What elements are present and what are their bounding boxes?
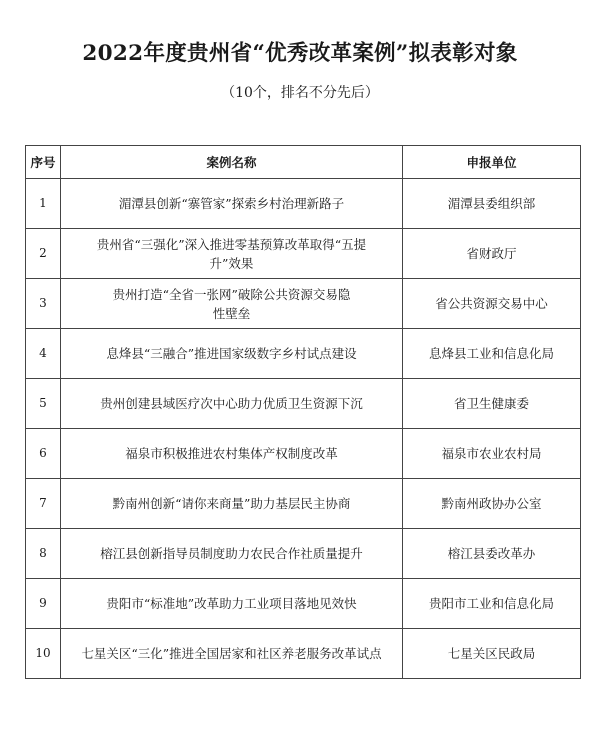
row-unit: 福泉市农业农村局: [403, 429, 581, 479]
row-unit: 黔南州政协办公室: [403, 479, 581, 529]
table-row: [26, 429, 581, 479]
row-unit: 七星关区民政局: [403, 629, 581, 679]
cases-table: [25, 145, 581, 679]
row-case-name: 榕江县创新指导员制度助力农民合作社质量提升: [61, 529, 403, 579]
row-case-name: 贵州省“三强化”深入推进零基预算改革取得“五提升”效果: [61, 229, 403, 279]
table-row: [26, 629, 581, 679]
row-unit: 贵阳市工业和信息化局: [403, 579, 581, 629]
row-unit: 息烽县工业和信息化局: [403, 329, 581, 379]
row-case-name: 七星关区“三化”推进全国居家和社区养老服务改革试点: [61, 629, 403, 679]
row-unit: 省卫生健康委: [403, 379, 581, 429]
row-index: 10: [26, 629, 61, 679]
row-unit: 榕江县委改革办: [403, 529, 581, 579]
row-case-name: 贵州创建县域医疗次中心助力优质卫生资源下沉: [61, 379, 403, 429]
row-index: 8: [26, 529, 61, 579]
row-index: 7: [26, 479, 61, 529]
page-subtitle: （10个，排名不分先后）: [221, 85, 379, 101]
table-row: [26, 179, 581, 229]
table-row: [26, 579, 581, 629]
row-case-name: 湄潭县创新“寨管家”探索乡村治理新路子: [61, 179, 403, 229]
table-row: [26, 279, 581, 329]
table-row: [26, 329, 581, 379]
row-index: 3: [26, 279, 61, 329]
table-row: [26, 379, 581, 429]
row-index: 4: [26, 329, 61, 379]
table-row: [26, 529, 581, 579]
table-row: [26, 229, 581, 279]
header-case-name: 案例名称: [61, 146, 403, 179]
row-unit: 湄潭县委组织部: [403, 179, 581, 229]
table-row: [26, 479, 581, 529]
row-case-name: 福泉市积极推进农村集体产权制度改革: [61, 429, 403, 479]
row-case-name: 贵州打造“全省一张网”破除公共资源交易隐性壁垒: [61, 279, 403, 329]
table-header-row: [26, 146, 581, 179]
row-case-name: 息烽县“三融合”推进国家级数字乡村试点建设: [61, 329, 403, 379]
row-case-name: 贵阳市“标准地”改革助力工业项目落地见效快: [61, 579, 403, 629]
page-title: 2022年度贵州省“优秀改革案例”拟表彰对象: [82, 41, 518, 66]
header-unit: 申报单位: [403, 146, 581, 179]
row-index: 1: [26, 179, 61, 229]
row-index: 6: [26, 429, 61, 479]
row-unit: 省财政厅: [403, 229, 581, 279]
row-unit: 省公共资源交易中心: [403, 279, 581, 329]
header-index: 序号: [26, 146, 61, 179]
row-case-name: 黔南州创新“请你来商量”助力基层民主协商: [61, 479, 403, 529]
row-index: 2: [26, 229, 61, 279]
row-index: 5: [26, 379, 61, 429]
row-index: 9: [26, 579, 61, 629]
